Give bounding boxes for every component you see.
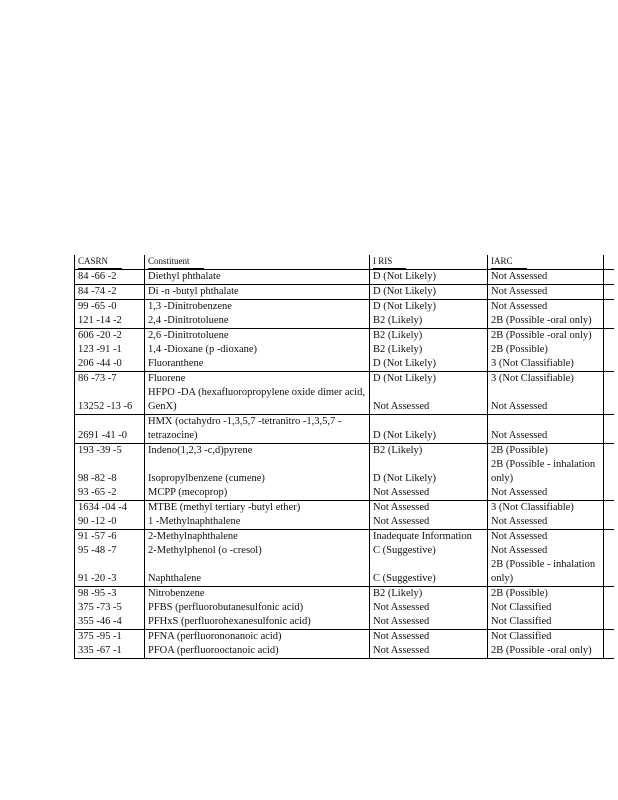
- table-row: [75, 587, 614, 602]
- carcinogen-classification-table: [74, 255, 614, 659]
- casrn-cell: 355 -46 -4: [75, 615, 145, 630]
- truncated-column-cell: [604, 314, 614, 329]
- truncated-column-cell: [604, 501, 614, 516]
- iarc-cell: Not Assessed: [488, 300, 604, 315]
- iris-cell: B2 (Likely): [370, 329, 488, 344]
- casrn-cell: 606 -20 -2: [75, 329, 145, 344]
- iarc-cell: Not Assessed: [488, 270, 604, 285]
- iarc-cell: Not Classified: [488, 615, 604, 630]
- iarc-cell: 3 (Not Classifiable): [488, 357, 604, 372]
- header-truncated: [604, 255, 614, 270]
- iarc-cell: 2B (Possible): [488, 444, 604, 459]
- table-header-row: [75, 255, 614, 270]
- truncated-column-cell: [604, 486, 614, 501]
- casrn-cell: 98 -95 -3: [75, 587, 145, 602]
- table-row: [75, 601, 614, 615]
- truncated-column-cell: [604, 530, 614, 545]
- header-constituent: Constituent: [145, 255, 370, 270]
- iris-cell: C (Suggestive): [370, 544, 488, 558]
- truncated-column-cell: [604, 644, 614, 659]
- iris-cell: C (Suggestive): [370, 558, 488, 587]
- iarc-cell: Not Assessed: [488, 530, 604, 545]
- table-row: [75, 329, 614, 344]
- table-row: [75, 544, 614, 558]
- constituent-cell: Fluorene: [145, 372, 370, 387]
- constituent-cell: 1,4 -Dioxane (p -dioxane): [145, 343, 370, 357]
- casrn-cell: 90 -12 -0: [75, 515, 145, 530]
- iarc-cell: 2B (Possible): [488, 587, 604, 602]
- constituent-cell: PFHxS (perfluorohexanesulfonic acid): [145, 615, 370, 630]
- table-row: [75, 357, 614, 372]
- constituent-cell: Fluoranthene: [145, 357, 370, 372]
- iris-cell: Not Assessed: [370, 644, 488, 659]
- iarc-cell: Not Assessed: [488, 486, 604, 501]
- iarc-cell: 2B (Possible -oral only): [488, 314, 604, 329]
- truncated-column-cell: [604, 329, 614, 344]
- table-row: [75, 615, 614, 630]
- truncated-column-cell: [604, 343, 614, 357]
- constituent-cell: MCPP (mecoprop): [145, 486, 370, 501]
- truncated-column-cell: [604, 357, 614, 372]
- iarc-cell: Not Assessed: [488, 415, 604, 444]
- constituent-cell: MTBE (methyl tertiary -butyl ether): [145, 501, 370, 516]
- iris-cell: B2 (Likely): [370, 343, 488, 357]
- iris-cell: B2 (Likely): [370, 587, 488, 602]
- iarc-cell: Not Assessed: [488, 515, 604, 530]
- constituent-cell: Naphthalene: [145, 558, 370, 587]
- constituent-cell: 2,6 -Dinitrotoluene: [145, 329, 370, 344]
- constituent-cell: 1 -Methylnaphthalene: [145, 515, 370, 530]
- iris-cell: D (Not Likely): [370, 458, 488, 486]
- iris-cell: Not Assessed: [370, 630, 488, 645]
- iris-cell: D (Not Likely): [370, 300, 488, 315]
- constituent-cell: 2-Methylphenol (o -cresol): [145, 544, 370, 558]
- table-row: [75, 644, 614, 659]
- iarc-cell: Not Assessed: [488, 386, 604, 415]
- casrn-cell: 99 -65 -0: [75, 300, 145, 315]
- iris-cell: Not Assessed: [370, 386, 488, 415]
- truncated-column-cell: [604, 300, 614, 315]
- table-row: [75, 415, 614, 444]
- constituent-cell: 2,4 -Dinitrotoluene: [145, 314, 370, 329]
- iris-cell: B2 (Likely): [370, 444, 488, 459]
- casrn-cell: 335 -67 -1: [75, 644, 145, 659]
- constituent-cell: PFBS (perfluorobutanesulfonic acid): [145, 601, 370, 615]
- truncated-column-cell: [604, 285, 614, 300]
- casrn-cell: 93 -65 -2: [75, 486, 145, 501]
- casrn-cell: 121 -14 -2: [75, 314, 145, 329]
- casrn-cell: 84 -74 -2: [75, 285, 145, 300]
- iarc-cell: 2B (Possible -oral only): [488, 329, 604, 344]
- table-row: [75, 458, 614, 486]
- iris-cell: D (Not Likely): [370, 357, 488, 372]
- iris-cell: D (Not Likely): [370, 270, 488, 285]
- constituent-cell: Indeno(1,2,3 -c,d)pyrene: [145, 444, 370, 459]
- iris-cell: D (Not Likely): [370, 285, 488, 300]
- iris-cell: Not Assessed: [370, 501, 488, 516]
- table-row: [75, 444, 614, 459]
- constituent-cell: 1,3 -Dinitrobenzene: [145, 300, 370, 315]
- table-row: [75, 343, 614, 357]
- table-row: [75, 372, 614, 387]
- iarc-cell: Not Classified: [488, 630, 604, 645]
- truncated-column-cell: [604, 558, 614, 587]
- casrn-cell: 95 -48 -7: [75, 544, 145, 558]
- table-row: [75, 285, 614, 300]
- header-iarc: IARC: [488, 255, 604, 270]
- casrn-cell: 86 -73 -7: [75, 372, 145, 387]
- truncated-column-cell: [604, 444, 614, 459]
- iarc-cell: 3 (Not Classifiable): [488, 501, 604, 516]
- iris-cell: Not Assessed: [370, 615, 488, 630]
- truncated-column-cell: [604, 415, 614, 444]
- constituent-cell: Di -n -butyl phthalate: [145, 285, 370, 300]
- table-row: [75, 300, 614, 315]
- truncated-column-cell: [604, 544, 614, 558]
- casrn-cell: 375 -95 -1: [75, 630, 145, 645]
- casrn-cell: 1634 -04 -4: [75, 501, 145, 516]
- casrn-cell: 91 -20 -3: [75, 558, 145, 587]
- iarc-cell: Not Classified: [488, 601, 604, 615]
- truncated-column-cell: [604, 615, 614, 630]
- iarc-cell: Not Assessed: [488, 285, 604, 300]
- iarc-cell: 2B (Possible -oral only): [488, 644, 604, 659]
- table-row: [75, 270, 614, 285]
- constituent-cell: Diethyl phthalate: [145, 270, 370, 285]
- iarc-cell: 2B (Possible): [488, 343, 604, 357]
- header-iris: I RIS: [370, 255, 488, 270]
- iarc-cell: 2B (Possible - inhalation only): [488, 558, 604, 587]
- table-row: [75, 314, 614, 329]
- casrn-cell: 98 -82 -8: [75, 458, 145, 486]
- iarc-cell: 3 (Not Classifiable): [488, 372, 604, 387]
- constituent-cell: HFPO -DA (hexafluoropropylene oxide dimer acid, GenX): [145, 386, 370, 415]
- iarc-cell: Not Assessed: [488, 544, 604, 558]
- casrn-cell: 13252 -13 -6: [75, 386, 145, 415]
- constituent-cell: HMX (octahydro -1,3,5,7 -tetranitro -1,3,5,7 - tetrazocine): [145, 415, 370, 444]
- truncated-column-cell: [604, 372, 614, 387]
- iris-cell: Inadequate Information: [370, 530, 488, 545]
- iris-cell: D (Not Likely): [370, 372, 488, 387]
- header-casrn: CASRN: [75, 255, 145, 270]
- table-row: [75, 486, 614, 501]
- truncated-column-cell: [604, 587, 614, 602]
- iris-cell: B2 (Likely): [370, 314, 488, 329]
- constituent-cell: Nitrobenzene: [145, 587, 370, 602]
- casrn-cell: 375 -73 -5: [75, 601, 145, 615]
- table-row: [75, 530, 614, 545]
- casrn-cell: 2691 -41 -0: [75, 415, 145, 444]
- casrn-cell: 193 -39 -5: [75, 444, 145, 459]
- truncated-column-cell: [604, 515, 614, 530]
- iris-cell: Not Assessed: [370, 601, 488, 615]
- constituent-cell: PFNA (perfluorononanoic acid): [145, 630, 370, 645]
- casrn-cell: 91 -57 -6: [75, 530, 145, 545]
- iris-cell: Not Assessed: [370, 486, 488, 501]
- truncated-column-cell: [604, 458, 614, 486]
- constituent-cell: 2-Methylnaphthalene: [145, 530, 370, 545]
- truncated-column-cell: [604, 601, 614, 615]
- table-row: [75, 515, 614, 530]
- iarc-cell: 2B (Possible - inhalation only): [488, 458, 604, 486]
- casrn-cell: 84 -66 -2: [75, 270, 145, 285]
- table-row: [75, 630, 614, 645]
- truncated-column-cell: [604, 386, 614, 415]
- casrn-cell: 206 -44 -0: [75, 357, 145, 372]
- constituent-cell: PFOA (perfluorooctanoic acid): [145, 644, 370, 659]
- truncated-column-cell: [604, 270, 614, 285]
- table-row: [75, 386, 614, 415]
- iris-cell: Not Assessed: [370, 515, 488, 530]
- iris-cell: D (Not Likely): [370, 415, 488, 444]
- table-row: [75, 558, 614, 587]
- truncated-column-cell: [604, 630, 614, 645]
- constituent-cell: Isopropylbenzene (cumene): [145, 458, 370, 486]
- casrn-cell: 123 -91 -1: [75, 343, 145, 357]
- table-row: [75, 501, 614, 516]
